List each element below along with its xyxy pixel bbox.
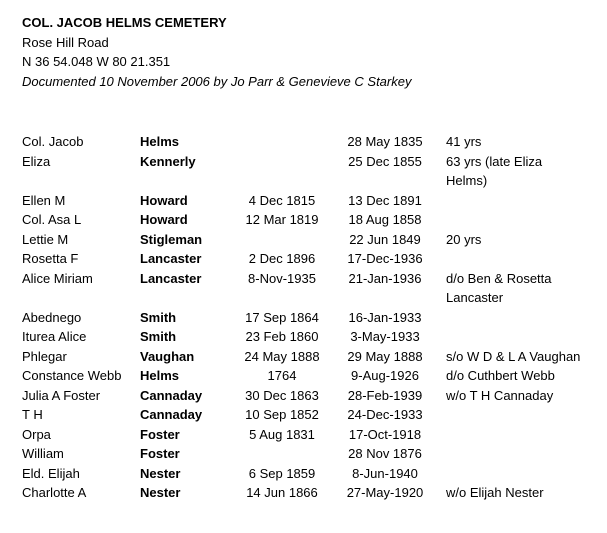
note: d/o Cuthbert Webb [446,368,555,383]
burial-row [0,269,607,308]
first-name: Charlotte A [22,485,87,500]
first-name: Rosetta F [22,251,79,266]
birth-date: 17 Sep 1864 [245,309,319,325]
burial-row [0,464,607,484]
last-name: Lancaster [140,270,202,286]
note: d/o Ben & Rosetta Lancaster [446,270,552,305]
death-date: 17-Oct-1918 [348,426,422,442]
death-date: 28 Nov 1876 [348,446,422,461]
birth-date: 10 Sep 1852 [245,407,319,422]
note: 41 yrs [446,134,482,149]
death-date: 16-Jan-1933 [348,309,422,325]
first-name: Abednego [22,309,82,325]
last-name: Cannaday [140,387,203,403]
death-date: 28-Feb-1939 [347,387,423,403]
burial-row [0,483,607,503]
burial-row [0,405,607,425]
burial-row [0,230,607,250]
birth-date: 30 Dec 1863 [245,387,319,403]
burial-row [0,327,607,347]
note: 63 yrs (late Eliza Helms) [446,153,543,188]
burial-row [0,444,607,464]
burial-row [0,366,607,386]
birth-date: 6 Sep 1859 [248,465,316,481]
death-date: 28 May 1835 [347,134,423,149]
birth-date: 2 Dec 1896 [248,251,316,266]
last-name: Kennerly [140,153,196,169]
last-name: Foster [140,446,180,461]
death-date: 25 Dec 1855 [348,153,422,169]
note: w/o Elijah Nester [446,485,544,500]
first-name: Col. Jacob [22,134,84,149]
last-name: Helms [140,368,180,383]
note: w/o T H Cannaday [446,387,554,403]
note: s/o W D & L A Vaughan [446,348,581,364]
burial-list [0,132,607,503]
birth-date: 12 Mar 1819 [245,212,319,227]
death-date: 21-Jan-1936 [348,270,422,286]
last-name: Nester [140,485,181,500]
last-name: Nester [140,465,181,481]
burial-row [0,132,607,152]
first-name: Constance Webb [22,368,122,383]
death-date: 24-Dec-1933 [347,407,423,422]
first-name: T H [22,407,43,422]
last-name: Smith [140,309,177,325]
death-date: 9-Aug-1926 [351,368,419,383]
death-date: 18 Aug 1858 [348,212,422,227]
header [22,13,411,91]
burial-row [0,152,607,191]
last-name: Foster [140,426,180,442]
first-name: William [22,446,64,461]
cemetery-title: COL. JACOB HELMS CEMETERY [22,15,227,30]
first-name: Ellen M [22,192,66,208]
burial-row [0,386,607,406]
birth-date: 4 Dec 1815 [248,192,316,208]
death-date: 13 Dec 1891 [348,192,422,208]
death-date: 3-May-1933 [350,329,420,344]
road-name: Rose Hill Road [22,34,109,50]
burial-row [0,347,607,367]
birth-date: 5 Aug 1831 [249,426,315,442]
last-name: Howard [140,192,188,208]
first-name: Julia A Foster [22,387,101,403]
first-name: Lettie M [22,231,69,247]
last-name: Vaughan [140,348,195,364]
burial-row [0,210,607,230]
birth-date: 24 May 1888 [244,348,320,364]
birth-date: 23 Feb 1860 [245,329,319,344]
burial-row [0,425,607,445]
first-name: Col. Asa L [22,212,82,227]
death-date: 17-Dec-1936 [347,251,423,266]
birth-date: 1764 [267,368,297,383]
first-name: Eld. Elijah [22,465,80,481]
death-date: 29 May 1888 [347,348,423,364]
gps-coordinates: N 36 54.048 W 80 21.351 [22,54,171,69]
burial-row [0,191,607,211]
burial-row [0,249,607,269]
first-name: Iturea Alice [22,329,87,344]
first-name: Orpa [22,426,51,442]
documentation-line: Documented 10 November 2006 by Jo Parr & Genevieve C Starkey [22,73,412,89]
last-name: Helms [140,134,180,149]
death-date: 27-May-1920 [346,485,424,500]
birth-date: 14 Jun 1866 [246,485,318,500]
death-date: 22 Jun 1849 [349,231,421,247]
last-name: Stigleman [140,231,203,247]
last-name: Smith [140,329,177,344]
note: 20 yrs [446,231,482,247]
first-name: Eliza [22,153,51,169]
burial-row [0,308,607,328]
first-name: Alice Miriam [22,270,93,286]
last-name: Cannaday [140,407,203,422]
first-name: Phlegar [22,348,67,364]
birth-date: 8-Nov-1935 [248,270,316,286]
last-name: Howard [140,212,188,227]
death-date: 8-Jun-1940 [352,465,418,481]
last-name: Lancaster [140,251,202,266]
